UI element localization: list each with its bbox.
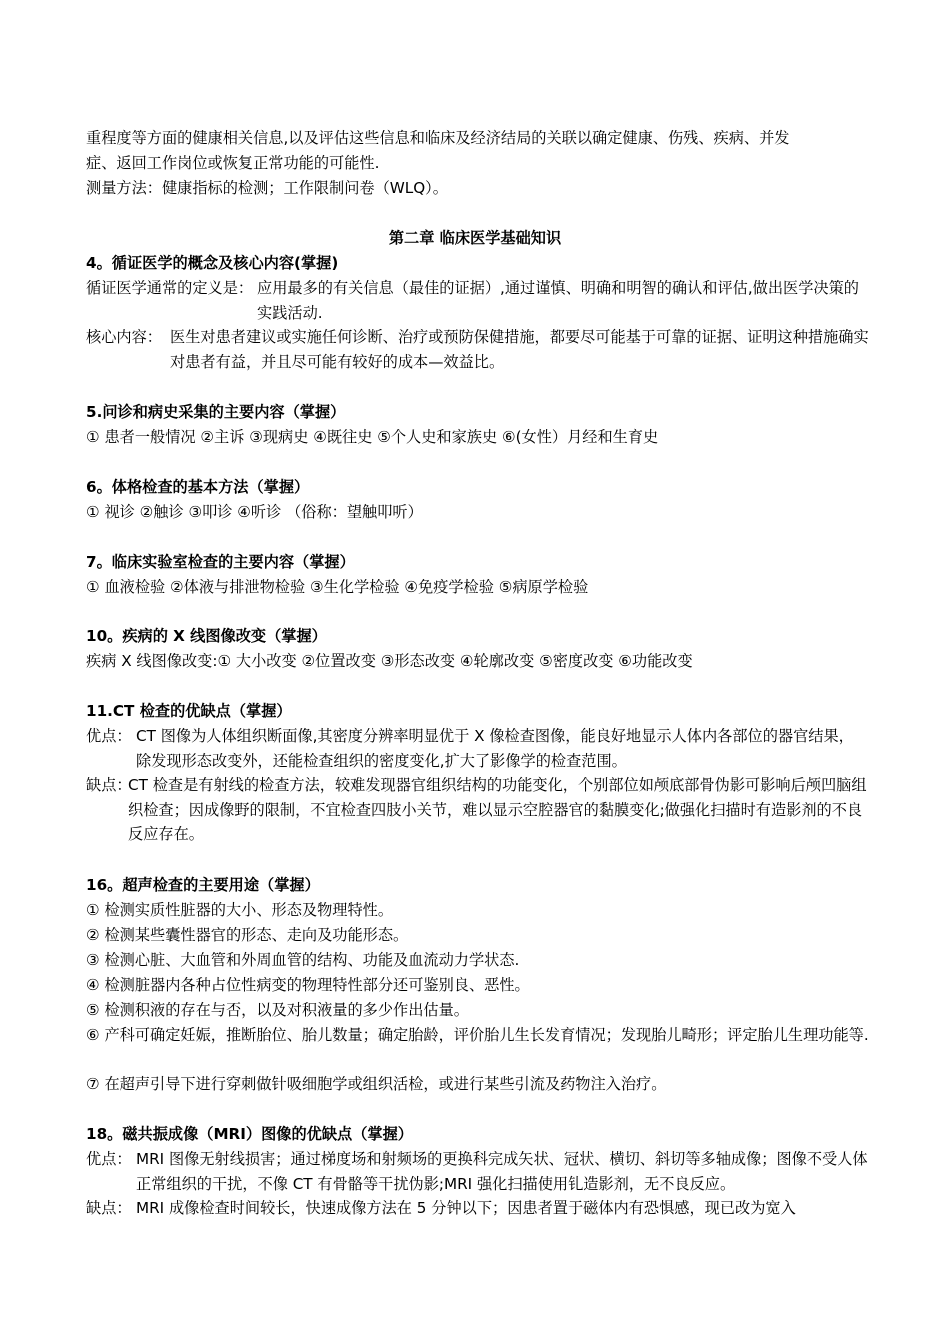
list-item: ⑦ 在超声引导下进行穿刺做针吸细胞学或组织活检，或进行某些引流及药物注入治疗。: [86, 1075, 667, 1093]
section-heading: 10。疾病的 X 线图像改变（掌握）: [86, 627, 327, 645]
measurement-methods-line: 测量方法：健康指标的检测；工作限制问卷（WLQ）。: [86, 179, 448, 197]
advantages-text: CT 图像为人体组织断面像,其密度分辨率明显优于 X 像检查图像，能良好地显示人体内各部位的器官结果，除发现形态改变外，还能检查组织的密度变化,扩大了影像学的检查范围。: [136, 727, 854, 770]
section-heading: 7。临床实验室检查的主要内容（掌握）: [86, 553, 355, 571]
advantages-label: 优点：: [86, 727, 132, 745]
intro-line: 症、返回工作岗位或恢复正常功能的可能性.: [86, 154, 380, 172]
section-heading: 5.问诊和病史采集的主要内容（掌握）: [86, 403, 346, 421]
list-item: ① 检测实质性脏器的大小、形态及物理特性。: [86, 901, 394, 919]
section-text: ① 视诊 ②触诊 ③叩诊 ④听诊 （俗称：望触叩听）: [86, 503, 423, 521]
chapter-title: 第二章 临床医学基础知识: [388, 229, 562, 247]
section-heading: 6。体格检查的基本方法（掌握）: [86, 478, 310, 496]
disadvantages-label: 缺点：: [86, 1199, 132, 1217]
list-item: ⑤ 检测积液的存在与否，以及对积液量的多少作出估量。: [86, 1001, 469, 1019]
section-text: ① 患者一般情况 ②主诉 ③现病史 ④既往史 ⑤个人史和家族史 ⑥(女性）月经和生育史: [86, 428, 659, 446]
section-heading: 18。磁共振成像（MRI）图像的优缺点（掌握）: [86, 1125, 413, 1143]
section-text: 疾病 X 线图像改变:① 大小改变 ②位置改变 ③形态改变 ④轮廓改变 ⑤密度改变 ⑥功能改变: [86, 652, 693, 670]
list-item: ④ 检测脏器内各种占位性病变的物理特性部分还可鉴别良、恶性。: [86, 976, 530, 994]
section-heading: 4。循证医学的概念及核心内容(掌握): [86, 254, 339, 272]
definition-text: 应用最多的有关信息（最佳的证据）,通过谨慎、明确和明智的确认和评估,做出医学决策的实践活动.: [257, 279, 859, 322]
core-content-label: 核心内容：: [86, 328, 162, 346]
core-content-text: 医生对患者建议或实施任何诊断、治疗或预防保健措施，都要尽可能基于可靠的证据、证明这种措施确实对患者有益，并且尽可能有较好的成本—效益比。: [170, 328, 869, 371]
list-item: ② 检测某些囊性器官的形态、走向及功能形态。: [86, 926, 409, 944]
intro-line: 重程度等方面的健康相关信息,以及评估这些信息和临床及经济结局的关联以确定健康、伤残、疾病、并发: [86, 129, 790, 147]
section-text: ① 血液检验 ②体液与排泄物检验 ③生化学检验 ④免疫学检验 ⑤病原学检验: [86, 578, 589, 596]
list-item: ⑥ 产科可确定妊娠，推断胎位、胎儿数量；确定胎龄，评价胎儿生长发育情况；发现胎儿畸形；评定胎儿生理功能等.: [86, 1026, 869, 1044]
advantages-label: 优点：: [86, 1150, 132, 1168]
disadvantages-block: [86, 1196, 871, 1221]
definition-block: [86, 276, 871, 326]
disadvantages-label: 缺点：: [86, 776, 132, 794]
section-heading: 16。超声检查的主要用途（掌握）: [86, 876, 320, 894]
core-content-block: [86, 325, 871, 375]
disadvantages-text: MRI 成像检查时间较长，快速成像方法在 5 分钟以下；因患者置于磁体内有恐惧感，现已改为宽入: [136, 1199, 796, 1217]
advantages-text: MRI 图像无射线损害；通过梯度场和射频场的更换科完成矢状、冠状、横切、斜切等多轴成像；图像不受人体正常组织的干扰，不像 CT 有骨骼等干扰伪影;MRI 强化扫描使用钆造影剂，无不良反应。: [136, 1150, 868, 1193]
disadvantages-text: CT 检查是有射线的检查方法，较难发现器官组织结构的功能变化，个别部位如颅底部骨伪影可影响后颅凹脑组织检查；因成像野的限制，不宜检查四肢小关节，难以显示空腔器官的黏膜变化;做强化扫描时有造影剂的不良反应存在。: [128, 776, 867, 843]
advantages-block: [86, 1147, 871, 1197]
section-heading: 11.CT 检查的优缺点（掌握）: [86, 702, 292, 720]
list-item: ③ 检测心脏、大血管和外周血管的结构、功能及血流动力学状态.: [86, 951, 520, 969]
disadvantages-block: [86, 773, 871, 848]
definition-label: 循证医学通常的定义是：: [86, 279, 254, 297]
advantages-block: [86, 724, 871, 774]
